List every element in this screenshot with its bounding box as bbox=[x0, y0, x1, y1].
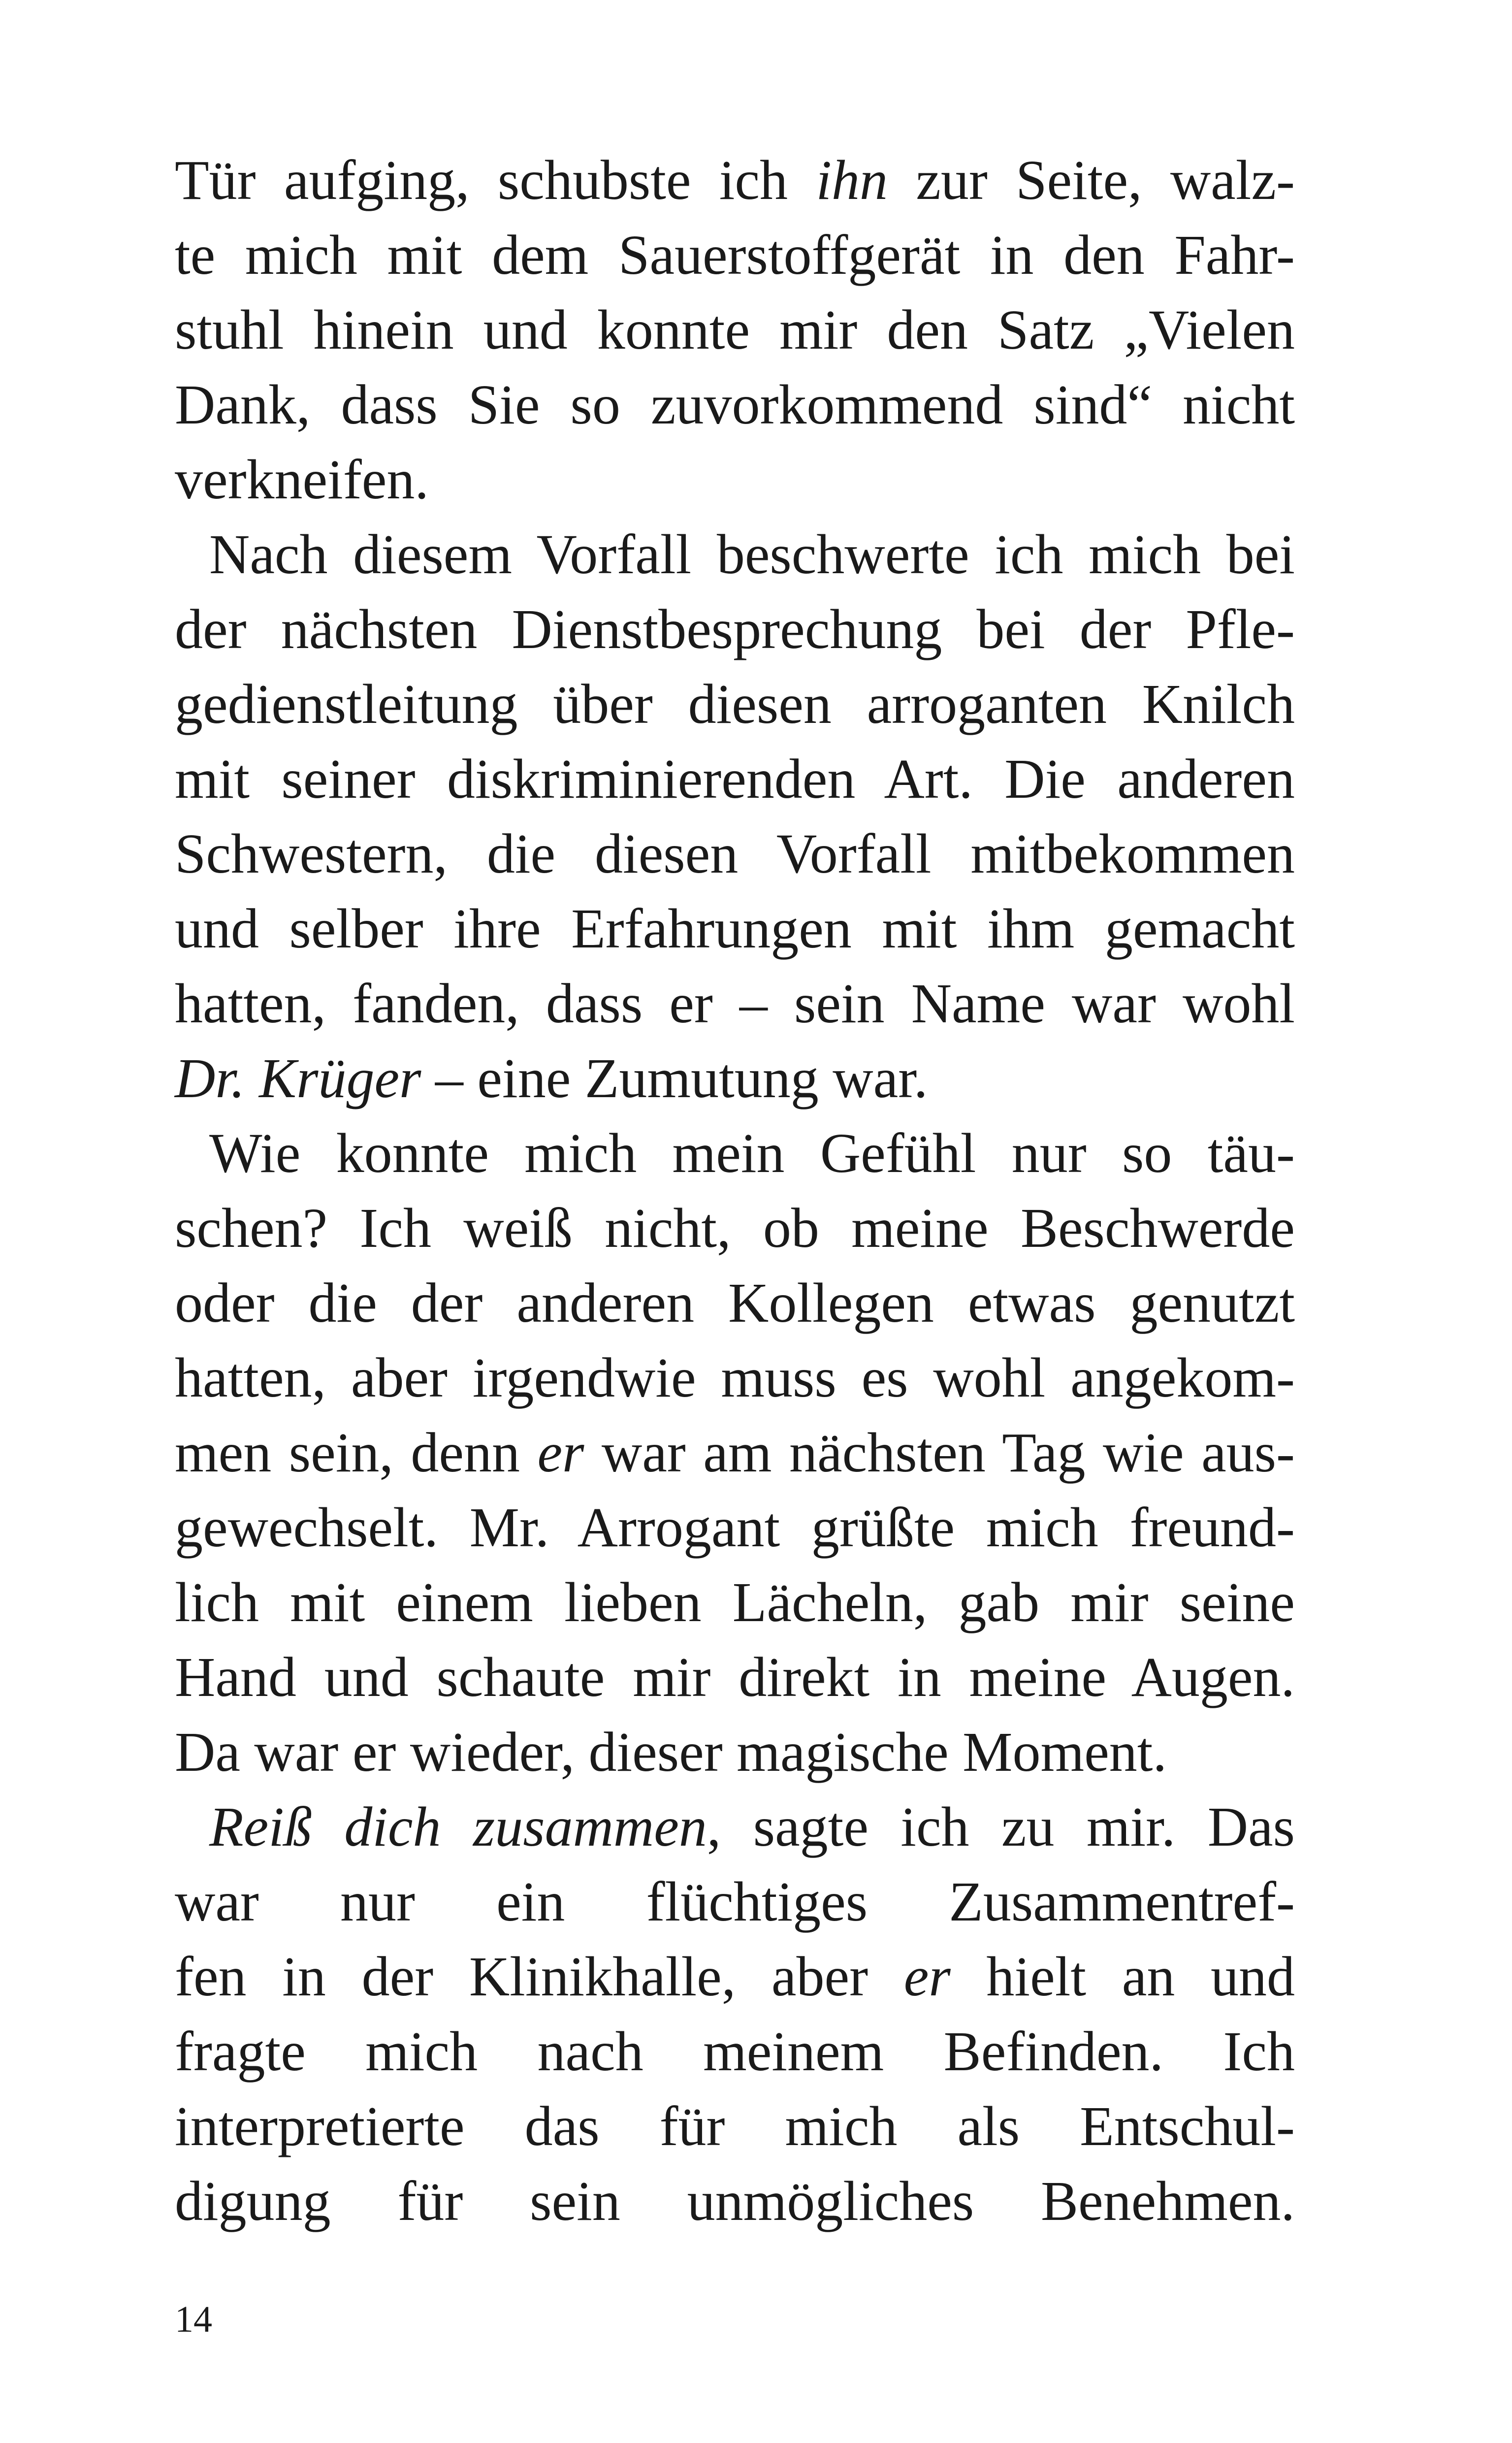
paragraph-first-line: Wie konnte mich mein Gefühl nur so täu- bbox=[209, 1122, 1295, 1184]
text-line: Da war er wieder, dieser magische Moment. bbox=[175, 1721, 1167, 1783]
text-line: interpretierte das für mich als Entschul- bbox=[175, 2095, 1295, 2157]
text-line: Dank, dass Sie so zuvorkommend sind“ nicht bbox=[175, 373, 1295, 436]
text-line: und selber ihre Erfahrungen mit ihm gemacht bbox=[175, 897, 1295, 960]
text-line: fen in der Klinikhalle, aber er hielt an und bbox=[175, 1945, 1295, 2008]
body-text bbox=[175, 143, 1295, 2239]
text-line: Dr. Krüger – eine Zumutung war. bbox=[175, 1047, 928, 1109]
text-line: te mich mit dem Sauerstoffgerät in den Fahr- bbox=[175, 224, 1295, 286]
text-line: Hand und schaute mir direkt in meine Augen. bbox=[175, 1646, 1295, 1708]
text-line: lich mit einem lieben Lächeln, gab mir seine bbox=[175, 1571, 1295, 1633]
text-line: men sein, denn er war am nächsten Tag wie aus- bbox=[175, 1421, 1295, 1484]
text-line: digung für sein unmögliches Benehmen. bbox=[175, 2170, 1295, 2232]
text-line: fragte mich nach meinem Befinden. Ich bbox=[175, 2020, 1295, 2083]
text-line: stuhl hinein und konnte mir den Satz „Vielen bbox=[175, 298, 1295, 361]
text-line: gewechselt. Mr. Arrogant grüßte mich freund- bbox=[175, 1496, 1295, 1559]
text-line: war nur ein flüchtiges Zusammentref- bbox=[175, 1870, 1295, 1933]
text-line: Schwestern, die diesen Vorfall mitbekommen bbox=[175, 822, 1295, 885]
text-line: hatten, aber irgendwie muss es wohl angekom- bbox=[175, 1346, 1295, 1409]
text-line: verkneifen. bbox=[175, 448, 429, 511]
page-number: 14 bbox=[175, 2299, 212, 2340]
text-line: schen? Ich weiß nicht, ob meine Beschwerde bbox=[175, 1197, 1295, 1259]
text-line: der nächsten Dienstbesprechung bei der Pfle- bbox=[175, 598, 1295, 660]
paragraph-first-line: Nach diesem Vorfall beschwerte ich mich bei bbox=[209, 523, 1295, 586]
text-line: mit seiner diskriminierenden Art. Die anderen bbox=[175, 748, 1295, 810]
text-line: oder die der anderen Kollegen etwas genutzt bbox=[175, 1271, 1295, 1334]
paragraph-first-line: Reiß dich zusammen, sagte ich zu mir. Das bbox=[209, 1795, 1295, 1858]
text-line: hatten, fanden, dass er – sein Name war wohl bbox=[175, 972, 1295, 1035]
text-line: gedienstleitung über diesen arroganten Knilch bbox=[175, 673, 1295, 735]
text-line: Tür aufging, schubste ich ihn zur Seite, walz- bbox=[175, 149, 1295, 211]
